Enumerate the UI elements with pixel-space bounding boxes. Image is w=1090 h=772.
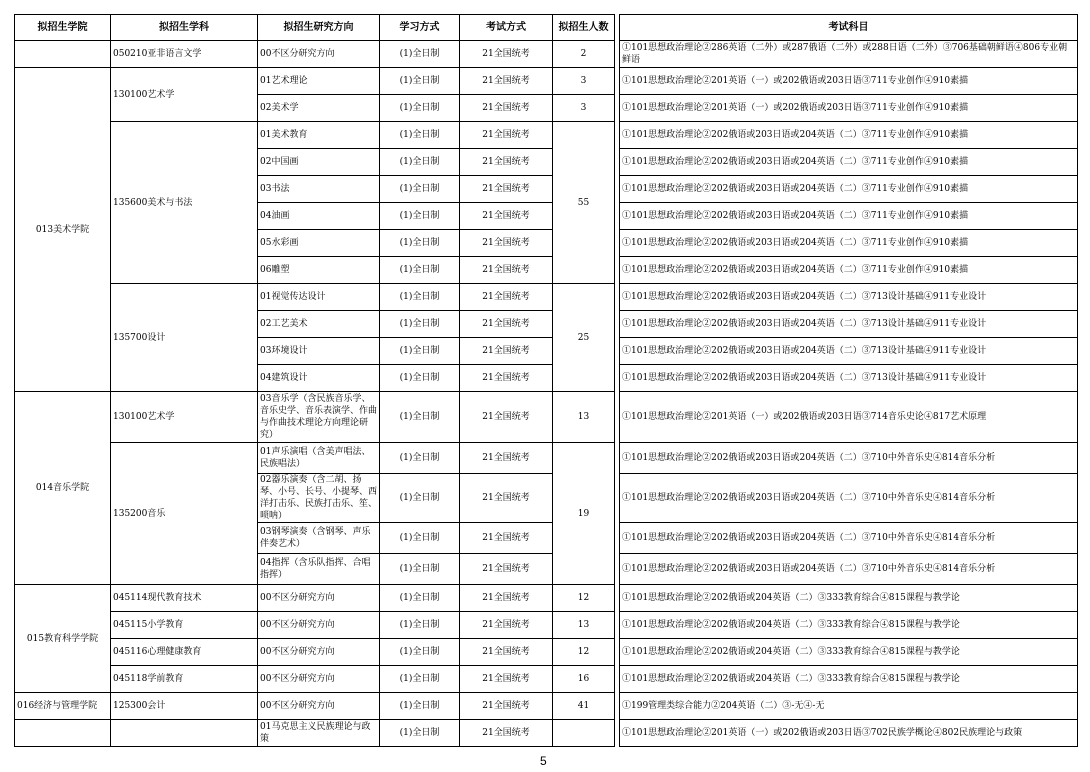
- table-row: [15, 284, 1078, 311]
- enrollment-table: [14, 14, 1078, 747]
- subject-cell: 130100艺术学: [111, 392, 258, 443]
- college-cell: 016经济与管理学院: [15, 693, 111, 720]
- exam-cell: 21全国统考: [460, 68, 553, 95]
- subject-cell: 135700设计: [111, 284, 258, 392]
- subjects-cell: ①101思想政治理论②202俄语或203日语或204英语（二）③711专业创作④910素描: [620, 230, 1078, 257]
- mode-cell: (1)全日制: [380, 149, 460, 176]
- direction-cell: 02工艺美术: [258, 311, 380, 338]
- table-row: [15, 585, 1078, 612]
- subject-cell: 045116心理健康教育: [111, 639, 258, 666]
- exam-cell: 21全国统考: [460, 311, 553, 338]
- mode-cell: (1)全日制: [380, 639, 460, 666]
- table-row: [15, 41, 1078, 68]
- exam-cell: 21全国统考: [460, 639, 553, 666]
- exam-cell: 21全国统考: [460, 693, 553, 720]
- direction-cell: 04油画: [258, 203, 380, 230]
- mode-cell: (1)全日制: [380, 203, 460, 230]
- page-number: 5: [540, 754, 547, 768]
- mode-cell: (1)全日制: [380, 720, 460, 747]
- mode-cell: (1)全日制: [380, 176, 460, 203]
- exam-cell: 21全国统考: [460, 230, 553, 257]
- direction-cell: 03书法: [258, 176, 380, 203]
- count-cell: 12: [553, 585, 615, 612]
- direction-cell: 01声乐演唱（含美声唱法、民族唱法）: [258, 443, 380, 474]
- subject-cell: 045114现代教育技术: [111, 585, 258, 612]
- subjects-cell: ①101思想政治理论②202俄语或204英语（二）③333教育综合④815课程与教学论: [620, 639, 1078, 666]
- direction-cell: 04指挥（含乐队指挥、合唱指挥）: [258, 554, 380, 585]
- table-row: [15, 666, 1078, 693]
- subject-cell: 050210亚非语言文学: [111, 41, 258, 68]
- mode-cell: (1)全日制: [380, 474, 460, 523]
- mode-cell: (1)全日制: [380, 666, 460, 693]
- count-cell: 2: [553, 41, 615, 68]
- mode-cell: (1)全日制: [380, 585, 460, 612]
- subjects-cell: ①101思想政治理论②202俄语或203日语或204英语（二）③713设计基础④911专业设计: [620, 311, 1078, 338]
- exam-cell: 21全国统考: [460, 585, 553, 612]
- exam-cell: 21全国统考: [460, 257, 553, 284]
- count-cell: 16: [553, 666, 615, 693]
- direction-cell: 00不区分研究方向: [258, 41, 380, 68]
- mode-cell: (1)全日制: [380, 338, 460, 365]
- direction-cell: 01视觉传达设计: [258, 284, 380, 311]
- mode-cell: (1)全日制: [380, 365, 460, 392]
- direction-cell: 03环境设计: [258, 338, 380, 365]
- direction-cell: 00不区分研究方向: [258, 639, 380, 666]
- mode-cell: (1)全日制: [380, 612, 460, 639]
- subjects-cell: ①101思想政治理论②201英语（一）或202俄语或203日语③711专业创作④910素描: [620, 68, 1078, 95]
- exam-cell: 21全国统考: [460, 203, 553, 230]
- mode-cell: (1)全日制: [380, 257, 460, 284]
- exam-cell: 21全国统考: [460, 95, 553, 122]
- table-row: [15, 693, 1078, 720]
- header-direction: 拟招生研究方向: [258, 15, 380, 41]
- direction-cell: 02美术学: [258, 95, 380, 122]
- college-cell: 015教育科学学院: [15, 585, 111, 693]
- direction-cell: 00不区分研究方向: [258, 585, 380, 612]
- mode-cell: (1)全日制: [380, 554, 460, 585]
- exam-cell: 21全国统考: [460, 443, 553, 474]
- direction-cell: 00不区分研究方向: [258, 612, 380, 639]
- table-row: [15, 720, 1078, 747]
- subject-cell: 130100艺术学: [111, 68, 258, 122]
- mode-cell: (1)全日制: [380, 68, 460, 95]
- college-cell: 013美术学院: [15, 68, 111, 392]
- count-cell: 13: [553, 612, 615, 639]
- header-study-mode: 学习方式: [380, 15, 460, 41]
- exam-cell: 21全国统考: [460, 523, 553, 554]
- subject-cell: 125300会计: [111, 693, 258, 720]
- direction-cell: 06雕塑: [258, 257, 380, 284]
- mode-cell: (1)全日制: [380, 95, 460, 122]
- exam-cell: 21全国统考: [460, 41, 553, 68]
- direction-cell: 03钢琴演奏（含钢琴、声乐伴奏艺术）: [258, 523, 380, 554]
- subjects-cell: ①101思想政治理论②202俄语或203日语或204英语（二）③711专业创作④910素描: [620, 176, 1078, 203]
- exam-cell: 21全国统考: [460, 666, 553, 693]
- subjects-cell: ①101思想政治理论②202俄语或203日语或204英语（二）③710中外音乐史④814音乐分析: [620, 554, 1078, 585]
- mode-cell: (1)全日制: [380, 230, 460, 257]
- table-row: [15, 612, 1078, 639]
- mode-cell: (1)全日制: [380, 443, 460, 474]
- exam-cell: 21全国统考: [460, 284, 553, 311]
- subjects-cell: ①101思想政治理论②202俄语或203日语或204英语（二）③710中外音乐史④814音乐分析: [620, 474, 1078, 523]
- exam-cell: 21全国统考: [460, 365, 553, 392]
- count-cell: 13: [553, 392, 615, 443]
- table-row: [15, 68, 1078, 95]
- direction-cell: 05水彩画: [258, 230, 380, 257]
- subject-cell: 135200音乐: [111, 443, 258, 585]
- table-row: [15, 443, 1078, 474]
- subjects-cell: ①101思想政治理论②202俄语或203日语或204英语（二）③713设计基础④911专业设计: [620, 338, 1078, 365]
- direction-cell: 01艺术理论: [258, 68, 380, 95]
- mode-cell: (1)全日制: [380, 122, 460, 149]
- header-enrollment-count: 拟招生人数: [553, 15, 615, 41]
- count-cell: 41: [553, 693, 615, 720]
- exam-cell: 21全国统考: [460, 122, 553, 149]
- direction-cell: 01美术教育: [258, 122, 380, 149]
- subjects-cell: ①101思想政治理论②202俄语或204英语（二）③333教育综合④815课程与教学论: [620, 612, 1078, 639]
- subjects-cell: ①101思想政治理论②202俄语或203日语或204英语（二）③711专业创作④910素描: [620, 257, 1078, 284]
- count-cell: 3: [553, 95, 615, 122]
- college-cell: [15, 720, 111, 747]
- college-cell: 014音乐学院: [15, 392, 111, 585]
- table-row: [15, 392, 1078, 443]
- subjects-cell: ①101思想政治理论②201英语（一）或202俄语或203日语③714音乐史论④817艺术原理: [620, 392, 1078, 443]
- mode-cell: (1)全日制: [380, 392, 460, 443]
- header-exam-subjects: 考试科目: [620, 15, 1078, 41]
- header-college: 拟招生学院: [15, 15, 111, 41]
- subjects-cell: ①199管理类综合能力②204英语（二）③-无④-无: [620, 693, 1078, 720]
- subjects-cell: ①101思想政治理论②201英语（一）或202俄语或203日语③711专业创作④910素描: [620, 95, 1078, 122]
- exam-cell: 21全国统考: [460, 474, 553, 523]
- mode-cell: (1)全日制: [380, 41, 460, 68]
- exam-cell: 21全国统考: [460, 612, 553, 639]
- subjects-cell: ①101思想政治理论②202俄语或203日语或204英语（二）③713设计基础④911专业设计: [620, 365, 1078, 392]
- exam-cell: 21全国统考: [460, 720, 553, 747]
- exam-cell: 21全国统考: [460, 149, 553, 176]
- mode-cell: (1)全日制: [380, 284, 460, 311]
- subjects-cell: ①101思想政治理论②202俄语或203日语或204英语（二）③711专业创作④910素描: [620, 122, 1078, 149]
- subjects-cell: ①101思想政治理论②202俄语或204英语（二）③333教育综合④815课程与教学论: [620, 666, 1078, 693]
- count-cell: 55: [553, 122, 615, 284]
- subject-cell: 045118学前教育: [111, 666, 258, 693]
- count-cell: [553, 720, 615, 747]
- subjects-cell: ①101思想政治理论②202俄语或203日语或204英语（二）③711专业创作④910素描: [620, 149, 1078, 176]
- college-cell: [15, 41, 111, 68]
- table-row: [15, 639, 1078, 666]
- count-cell: 19: [553, 443, 615, 585]
- exam-cell: 21全国统考: [460, 392, 553, 443]
- subjects-cell: ①101思想政治理论②202俄语或203日语或204英语（二）③713设计基础④911专业设计: [620, 284, 1078, 311]
- direction-cell: 03音乐学（含民族音乐学、音乐史学、音乐表演学、作曲与作曲技术理论方向理论研究）: [258, 392, 380, 443]
- header-exam-mode: 考试方式: [460, 15, 553, 41]
- direction-cell: 04建筑设计: [258, 365, 380, 392]
- subjects-cell: ①101思想政治理论②202俄语或203日语或204英语（二）③710中外音乐史④814音乐分析: [620, 443, 1078, 474]
- subject-cell: 045115小学教育: [111, 612, 258, 639]
- mode-cell: (1)全日制: [380, 523, 460, 554]
- exam-cell: 21全国统考: [460, 338, 553, 365]
- count-cell: 25: [553, 284, 615, 392]
- subjects-cell: ①101思想政治理论②202俄语或203日语或204英语（二）③711专业创作④910素描: [620, 203, 1078, 230]
- subjects-cell: ①101思想政治理论②202俄语或204英语（二）③333教育综合④815课程与教学论: [620, 585, 1078, 612]
- header-subject: 拟招生学科: [111, 15, 258, 41]
- mode-cell: (1)全日制: [380, 693, 460, 720]
- count-cell: 3: [553, 68, 615, 95]
- exam-cell: 21全国统考: [460, 176, 553, 203]
- direction-cell: 00不区分研究方向: [258, 693, 380, 720]
- direction-cell: 02器乐演奏（含二胡、扬琴、小号、长号、小提琴、西洋打击乐、民族打击乐、笙、唢呐）: [258, 474, 380, 523]
- exam-cell: 21全国统考: [460, 554, 553, 585]
- mode-cell: (1)全日制: [380, 311, 460, 338]
- direction-cell: 00不区分研究方向: [258, 666, 380, 693]
- direction-cell: 01马克思主义民族理论与政策: [258, 720, 380, 747]
- table-row: [15, 122, 1078, 149]
- table-header-row: [15, 15, 1078, 41]
- subjects-cell: ①101思想政治理论②286英语（二外）或287俄语（二外）或288日语（二外）③706基础朝鲜语④806专业朝鲜语: [620, 41, 1078, 68]
- subject-cell: [111, 720, 258, 747]
- count-cell: 12: [553, 639, 615, 666]
- subjects-cell: ①101思想政治理论②201英语（一）或202俄语或203日语③702民族学概论④802民族理论与政策: [620, 720, 1078, 747]
- subjects-cell: ①101思想政治理论②202俄语或203日语或204英语（二）③710中外音乐史④814音乐分析: [620, 523, 1078, 554]
- subject-cell: 135600美术与书法: [111, 122, 258, 284]
- direction-cell: 02中国画: [258, 149, 380, 176]
